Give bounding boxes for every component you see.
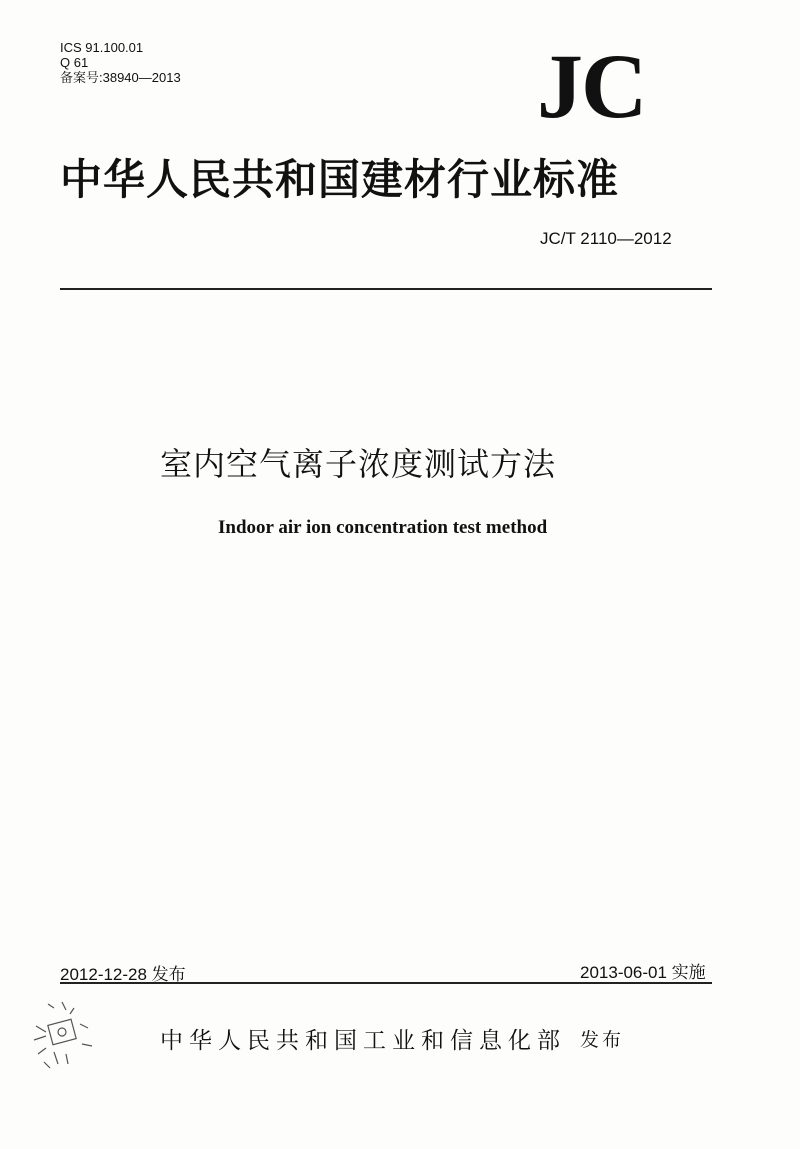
- publisher-name: 中华人民共和国工业和信息化部: [160, 1028, 566, 1054]
- bottom-divider: [60, 982, 712, 984]
- top-divider: [60, 288, 712, 290]
- classification-block: [60, 40, 181, 85]
- ics-code: ICS 91.100.01: [60, 40, 144, 55]
- standard-title: 中华人民共和国建材行业标准: [60, 155, 620, 204]
- jc-logo: JC: [537, 35, 646, 137]
- stamp-icon: [28, 996, 98, 1076]
- document-title: 室内空气离子浓度测试方法: [160, 445, 557, 483]
- effective-date: 2013-06-01 实施: [580, 963, 706, 982]
- category-code: Q 61: [60, 55, 89, 70]
- publish-label: 发布: [580, 1029, 625, 1051]
- publish-date: 2012-12-28 发布: [60, 965, 186, 984]
- standard-number: JC/T 2110—2012: [540, 229, 672, 248]
- filing-number: 备案号:38940—2013: [60, 70, 181, 85]
- document-subtitle: Indoor air ion concentration test method: [218, 517, 548, 538]
